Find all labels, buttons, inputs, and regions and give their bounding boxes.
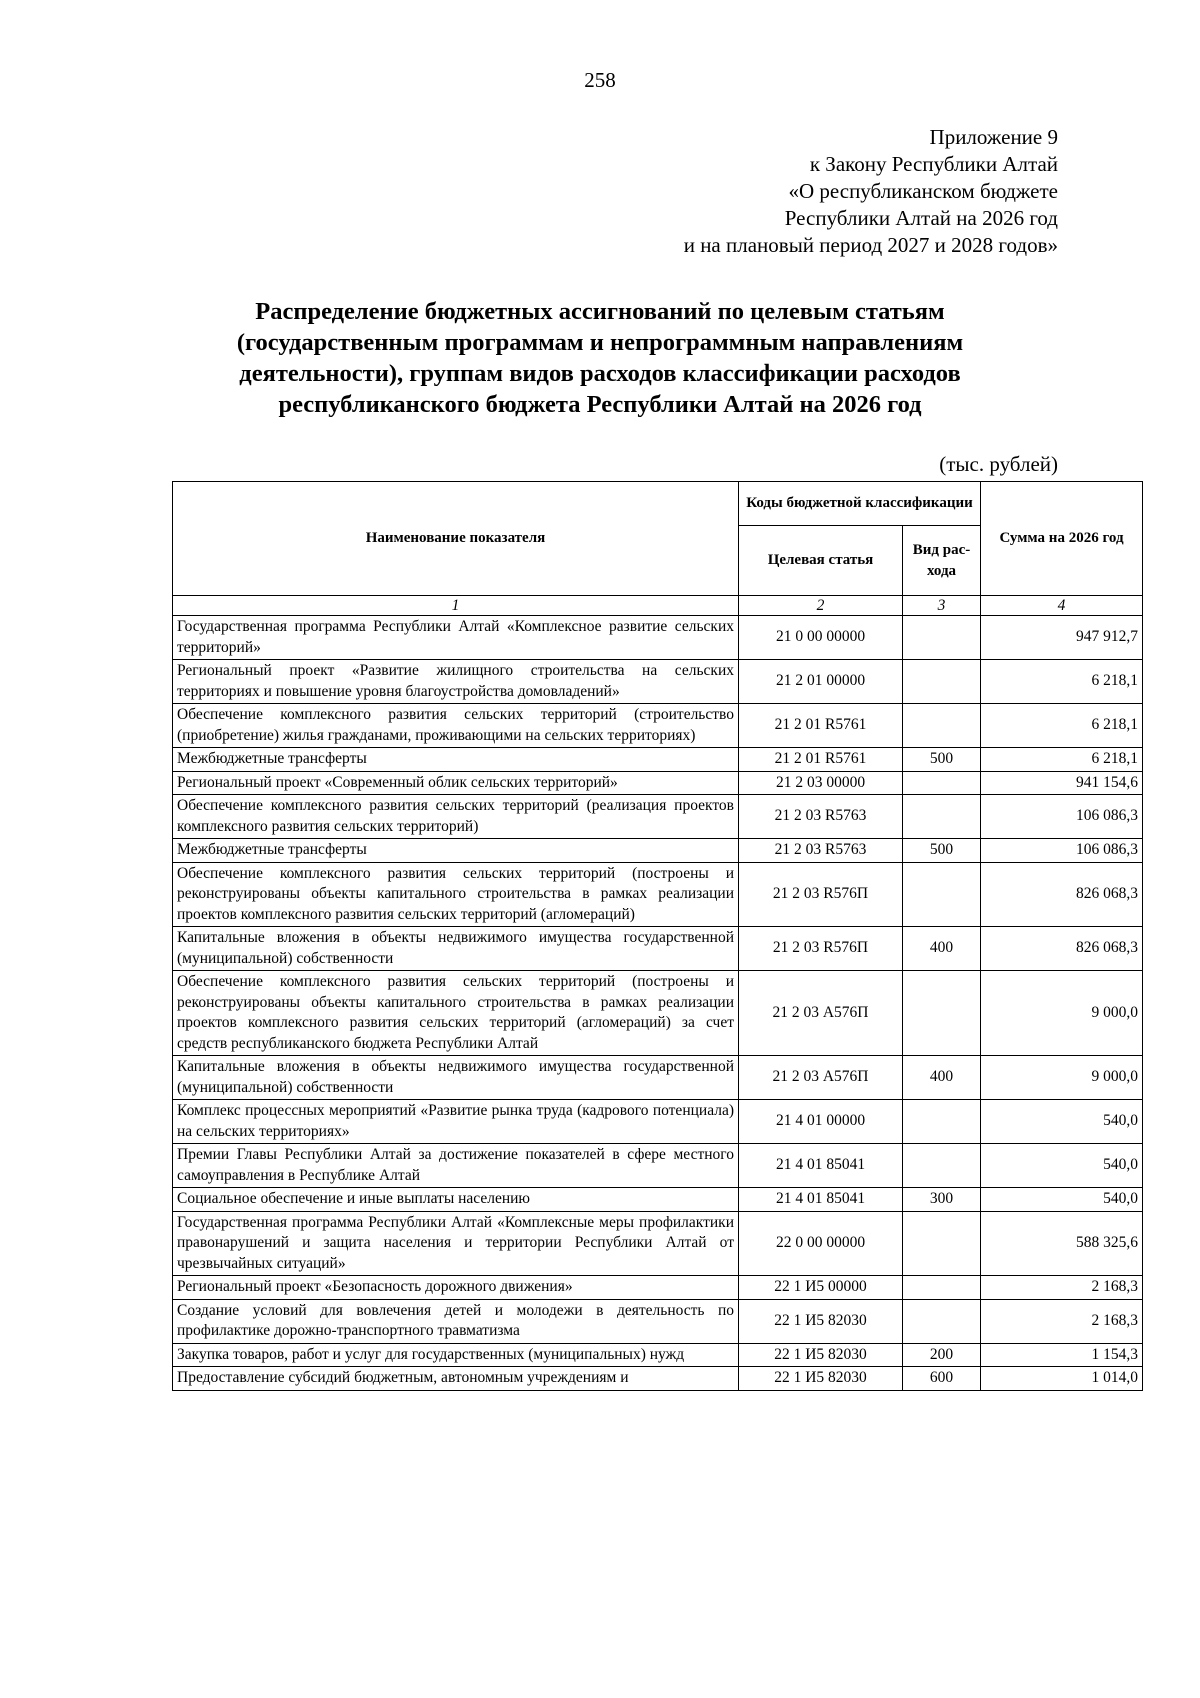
row-code-cell: 21 2 03 R576П [739, 927, 903, 971]
row-name-cell: Создание условий для вовлечения детей и молодежи в деятельность по профилактике дорожно-транспортного травматизма [173, 1299, 739, 1343]
header-name: Наименование показателя [173, 482, 739, 596]
appendix-line: Приложение 9 [929, 125, 1058, 149]
title-line: Распределение бюджетных ассигнований по целевым статьям [255, 298, 945, 325]
row-expense-type-cell: 600 [903, 1367, 981, 1391]
row-expense-type-cell: 500 [903, 748, 981, 772]
row-expense-type-cell: 400 [903, 1056, 981, 1100]
row-code-cell: 21 4 01 85041 [739, 1144, 903, 1188]
title-line: деятельности), группам видов расходов классификации расходов [239, 360, 961, 387]
table-row [173, 704, 1143, 748]
row-amount-cell: 6 218,1 [981, 748, 1143, 772]
row-amount-cell: 106 086,3 [981, 795, 1143, 839]
row-code-cell: 21 2 03 R5763 [739, 839, 903, 863]
appendix-line: «О республиканском бюджете [788, 179, 1058, 203]
row-name-cell: Обеспечение комплексного развития сельских территорий (строительство (приобретение) жилья гражданами, проживающими на сельских территориях) [173, 704, 739, 748]
row-name-cell: Закупка товаров, работ и услуг для государственных (муниципальных) нужд [173, 1343, 739, 1367]
row-code-cell: 21 2 01 R5761 [739, 748, 903, 772]
row-amount-cell: 1 014,0 [981, 1367, 1143, 1391]
row-amount-cell: 941 154,6 [981, 771, 1143, 795]
row-expense-type-cell: 200 [903, 1343, 981, 1367]
table-row [173, 1343, 1143, 1367]
row-name-cell: Государственная программа Республики Алтай «Комплексное развитие сельских территорий» [173, 616, 739, 660]
table-row [173, 862, 1143, 927]
row-expense-type-cell [903, 795, 981, 839]
table-row [173, 1100, 1143, 1144]
table-row [173, 927, 1143, 971]
row-amount-cell: 2 168,3 [981, 1299, 1143, 1343]
row-amount-cell: 826 068,3 [981, 927, 1143, 971]
row-code-cell: 21 2 03 R5763 [739, 795, 903, 839]
row-amount-cell: 2 168,3 [981, 1276, 1143, 1300]
row-name-cell: Региональный проект «Современный облик сельских территорий» [173, 771, 739, 795]
row-code-cell: 22 1 И5 82030 [739, 1343, 903, 1367]
table-row [173, 1299, 1143, 1343]
row-code-cell: 22 1 И5 00000 [739, 1276, 903, 1300]
budget-table [172, 481, 1143, 1391]
page-number: 258 [584, 68, 616, 92]
row-expense-type-cell [903, 1299, 981, 1343]
row-expense-type-cell: 400 [903, 927, 981, 971]
row-expense-type-cell [903, 1211, 981, 1276]
row-name-cell: Капитальные вложения в объекты недвижимого имущества государственной (муниципальной) собственности [173, 927, 739, 971]
row-code-cell: 21 2 03 А576П [739, 1056, 903, 1100]
row-name-cell: Межбюджетные трансферты [173, 748, 739, 772]
row-expense-type-cell [903, 1100, 981, 1144]
appendix-line: к Закону Республики Алтай [809, 152, 1058, 176]
row-expense-type-cell [903, 616, 981, 660]
row-expense-type-cell [903, 771, 981, 795]
row-code-cell: 22 0 00 00000 [739, 1211, 903, 1276]
table-row [173, 1367, 1143, 1391]
row-expense-type-cell [903, 1276, 981, 1300]
header-codes-group: Коды бюджетной классификации [739, 482, 981, 526]
table-row [173, 795, 1143, 839]
row-amount-cell: 947 912,7 [981, 616, 1143, 660]
row-expense-type-cell [903, 660, 981, 704]
column-number: 4 [981, 596, 1143, 616]
row-code-cell: 21 4 01 00000 [739, 1100, 903, 1144]
table-row [173, 771, 1143, 795]
column-number: 3 [903, 596, 981, 616]
row-amount-cell: 9 000,0 [981, 1056, 1143, 1100]
row-name-cell: Региональный проект «Развитие жилищного строительства на сельских территориях и повышение уровня благоустройства домовладений» [173, 660, 739, 704]
row-amount-cell: 588 325,6 [981, 1211, 1143, 1276]
table-row [173, 748, 1143, 772]
row-code-cell: 21 2 03 R576П [739, 862, 903, 927]
row-code-cell: 21 2 03 00000 [739, 771, 903, 795]
header-amount: Сумма на 2026 год [981, 482, 1143, 596]
row-amount-cell: 6 218,1 [981, 660, 1143, 704]
row-code-cell: 21 2 03 А576П [739, 971, 903, 1056]
row-code-cell: 21 2 01 R5761 [739, 704, 903, 748]
appendix-line: и на плановый период 2027 и 2028 годов» [683, 233, 1058, 257]
column-number: 1 [173, 596, 739, 616]
row-name-cell: Обеспечение комплексного развития сельских территорий (построены и реконструированы объекты капитального строительства в рамках реализации проектов комплексного развития сельских территорий (агломераций) за счет средств республиканского бюджета Республики Алтай [173, 971, 739, 1056]
appendix-reference [684, 124, 1058, 259]
table-row [173, 1276, 1143, 1300]
row-code-cell: 22 1 И5 82030 [739, 1367, 903, 1391]
table-row [173, 616, 1143, 660]
title-line: (государственным программам и непрограммным направлениям [236, 329, 964, 356]
row-code-cell: 21 0 00 00000 [739, 616, 903, 660]
table-row [173, 660, 1143, 704]
table-row [173, 971, 1143, 1056]
appendix-line: Республики Алтай на 2026 год [784, 206, 1058, 230]
row-name-cell: Комплекс процессных мероприятий «Развитие рынка труда (кадрового потенциала) на сельских территориях» [173, 1100, 739, 1144]
units-label: (тыс. рублей) [939, 452, 1058, 476]
row-amount-cell: 540,0 [981, 1100, 1143, 1144]
table-row [173, 1144, 1143, 1188]
header-target-article: Целевая статья [739, 526, 903, 596]
column-number: 2 [739, 596, 903, 616]
row-amount-cell: 540,0 [981, 1188, 1143, 1212]
row-expense-type-cell [903, 704, 981, 748]
row-code-cell: 22 1 И5 82030 [739, 1299, 903, 1343]
row-expense-type-cell [903, 862, 981, 927]
row-code-cell: 21 2 01 00000 [739, 660, 903, 704]
row-amount-cell: 106 086,3 [981, 839, 1143, 863]
document-title [160, 296, 1040, 420]
row-name-cell: Межбюджетные трансферты [173, 839, 739, 863]
row-name-cell: Обеспечение комплексного развития сельских территорий (построены и реконструированы объекты капитального строительства в рамках реализации проектов комплексного развития сельских территорий (агломераций) [173, 862, 739, 927]
row-expense-type-cell [903, 1144, 981, 1188]
row-amount-cell: 540,0 [981, 1144, 1143, 1188]
row-name-cell: Государственная программа Республики Алтай «Комплексные меры профилактики правонарушений и защита населения и территории Республики Алтай от чрезвычайных ситуаций» [173, 1211, 739, 1276]
table-row [173, 1188, 1143, 1212]
table-row [173, 1211, 1143, 1276]
row-amount-cell: 1 154,3 [981, 1343, 1143, 1367]
row-expense-type-cell [903, 971, 981, 1056]
row-amount-cell: 6 218,1 [981, 704, 1143, 748]
table-body [173, 616, 1143, 1391]
row-name-cell: Премии Главы Республики Алтай за достижение показателей в сфере местного самоуправления в Республике Алтай [173, 1144, 739, 1188]
table-row [173, 1056, 1143, 1100]
header-expense-type: Вид рас-хода [903, 526, 981, 596]
row-amount-cell: 9 000,0 [981, 971, 1143, 1056]
row-name-cell: Предоставление субсидий бюджетным, автономным учреждениям и [173, 1367, 739, 1391]
row-code-cell: 21 4 01 85041 [739, 1188, 903, 1212]
table-row [173, 839, 1143, 863]
row-expense-type-cell: 500 [903, 839, 981, 863]
row-name-cell: Обеспечение комплексного развития сельских территорий (реализация проектов комплексного развития сельских территорий) [173, 795, 739, 839]
row-name-cell: Региональный проект «Безопасность дорожного движения» [173, 1276, 739, 1300]
row-amount-cell: 826 068,3 [981, 862, 1143, 927]
row-expense-type-cell: 300 [903, 1188, 981, 1212]
row-name-cell: Социальное обеспечение и иные выплаты населению [173, 1188, 739, 1212]
row-name-cell: Капитальные вложения в объекты недвижимого имущества государственной (муниципальной) собственности [173, 1056, 739, 1100]
title-line: республиканского бюджета Республики Алтай на 2026 год [278, 391, 922, 418]
